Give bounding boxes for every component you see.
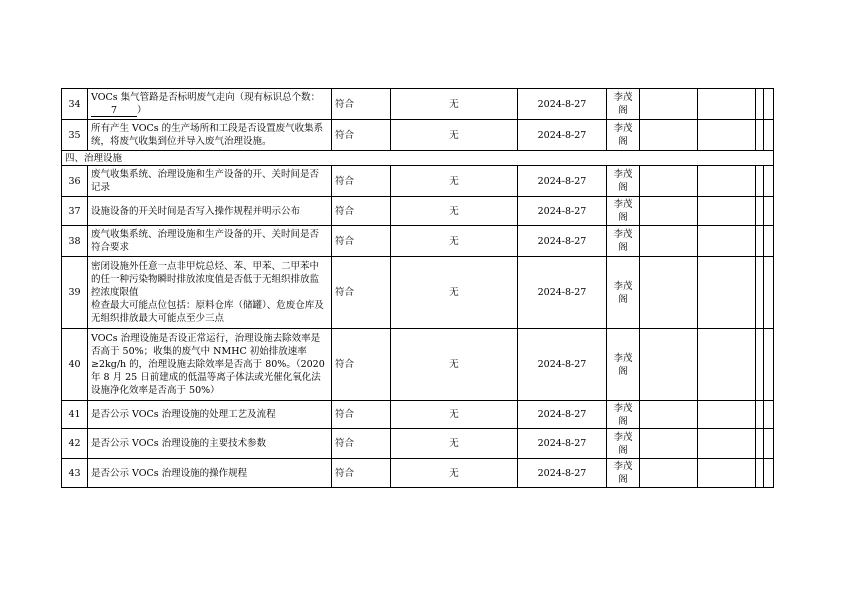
row-number: 41 [62,401,88,429]
inspection-item: 废气收集系统、治理设施和生产设备的开、关时间是否符合要求 [88,226,332,257]
blank-cell [698,401,756,429]
date-cell: 2024-8-27 [518,89,607,120]
table-row [62,120,774,151]
inspection-item: 是否公示 VOCs 治理设施的主要技术参数 [88,429,332,459]
table-row [62,89,774,120]
blank-cell [764,401,774,429]
table-row [62,459,774,488]
inspector-cell: 李茂阁 [607,226,640,257]
item-text: 检查最大可能点位包括：原料仓库（储罐）、危废仓库及无组织排放最大可能点至少三点 [91,300,324,324]
table-row [62,166,774,197]
result-cell: 符合 [332,89,391,120]
inspection-item: VOCs 治理设施是否设正常运行，治理设施去除效率是否高于 50%；收集的废气中 NMHC 初始排放速率≥2kg/h 的，治理设施去除效率是否高于 80%。（2020 年 8 月 25 日前建成的低温等离子体法或光催化氧化法设施净化效率是否高于 50%） [88,329,332,401]
blank-cell [640,429,698,459]
inspection-item: 是否公示 VOCs 治理设施的操作规程 [88,459,332,488]
row-number: 37 [62,197,88,226]
issue-cell: 无 [391,89,518,120]
inspection-item [88,257,332,329]
blank-cell [640,166,698,197]
date-cell: 2024-8-27 [518,166,607,197]
blank-cell [764,459,774,488]
blank-cell [756,401,764,429]
issue-cell: 无 [391,257,518,329]
table-row [62,257,774,329]
item-text-end: ） [137,105,147,116]
blank-cell [698,120,756,151]
date-cell: 2024-8-27 [518,226,607,257]
date-cell: 2024-8-27 [518,459,607,488]
blank-cell [756,166,764,197]
blank-cell [764,429,774,459]
blank-cell [764,197,774,226]
issue-cell: 无 [391,197,518,226]
inspector-cell: 李茂阁 [607,401,640,429]
issue-cell: 无 [391,329,518,401]
blank-cell [764,329,774,401]
inspection-table [61,88,774,488]
table-row [62,226,774,257]
blank-cell [764,226,774,257]
result-cell: 符合 [332,401,391,429]
blank-cell [756,329,764,401]
blank-cell [756,257,764,329]
table-row [62,197,774,226]
item-text: 密闭设施外任意一点非甲烷总烃、苯、甲苯、二甲苯中的任一种污染物瞬时排放浓度值是否低于无组织排放监控浓度限值 [91,261,320,298]
blank-cell [764,89,774,120]
section-title: 四、治理设施 [62,151,774,166]
blank-cell [698,257,756,329]
blank-cell [640,89,698,120]
inspection-item: 设施设备的开关时间是否写入操作规程并明示公布 [88,197,332,226]
date-cell: 2024-8-27 [518,120,607,151]
blank-cell [698,329,756,401]
date-cell: 2024-8-27 [518,257,607,329]
blank-cell [640,257,698,329]
blank-cell [640,459,698,488]
inspector-cell: 李茂阁 [607,89,640,120]
issue-cell: 无 [391,459,518,488]
label-count-value: 7 [91,105,137,117]
issue-cell: 无 [391,226,518,257]
result-cell: 符合 [332,257,391,329]
blank-cell [640,120,698,151]
inspection-item [88,89,332,120]
inspector-cell: 李茂阁 [607,459,640,488]
result-cell: 符合 [332,197,391,226]
date-cell: 2024-8-27 [518,197,607,226]
blank-cell [756,226,764,257]
blank-cell [764,257,774,329]
item-text: VOCs 集气管路是否标明废气走向（现有标识总个数： [91,92,321,103]
inspection-item: 所有产生 VOCs 的生产场所和工段是否设置废气收集系统，将废气收集到位并导入废气治理设施。 [88,120,332,151]
row-number: 35 [62,120,88,151]
row-number: 34 [62,89,88,120]
inspector-cell: 李茂阁 [607,329,640,401]
result-cell: 符合 [332,120,391,151]
result-cell: 符合 [332,429,391,459]
result-cell: 符合 [332,226,391,257]
table-row [62,429,774,459]
table-row [62,329,774,401]
blank-cell [698,429,756,459]
inspector-cell: 李茂阁 [607,257,640,329]
inspector-cell: 李茂阁 [607,197,640,226]
row-number: 40 [62,329,88,401]
blank-cell [640,329,698,401]
blank-cell [640,197,698,226]
blank-cell [698,197,756,226]
row-number: 36 [62,166,88,197]
blank-cell [756,197,764,226]
issue-cell: 无 [391,166,518,197]
blank-cell [756,120,764,151]
row-number: 38 [62,226,88,257]
inspector-cell: 李茂阁 [607,166,640,197]
blank-cell [698,226,756,257]
blank-cell [698,89,756,120]
issue-cell: 无 [391,401,518,429]
date-cell: 2024-8-27 [518,401,607,429]
inspector-cell: 李茂阁 [607,120,640,151]
date-cell: 2024-8-27 [518,329,607,401]
issue-cell: 无 [391,429,518,459]
result-cell: 符合 [332,166,391,197]
blank-cell [698,459,756,488]
table-row [62,401,774,429]
blank-cell [640,226,698,257]
blank-cell [764,166,774,197]
result-cell: 符合 [332,459,391,488]
inspection-item: 是否公示 VOCs 治理设施的处理工艺及流程 [88,401,332,429]
inspector-cell: 李茂阁 [607,429,640,459]
blank-cell [756,429,764,459]
blank-cell [756,459,764,488]
row-number: 43 [62,459,88,488]
issue-cell: 无 [391,120,518,151]
blank-cell [764,120,774,151]
result-cell: 符合 [332,329,391,401]
row-number: 42 [62,429,88,459]
blank-cell [698,166,756,197]
inspection-item: 废气收集系统、治理设施和生产设备的开、关时间是否记录 [88,166,332,197]
blank-cell [756,89,764,120]
blank-cell [640,401,698,429]
row-number: 39 [62,257,88,329]
date-cell: 2024-8-27 [518,429,607,459]
section-row [62,151,774,166]
